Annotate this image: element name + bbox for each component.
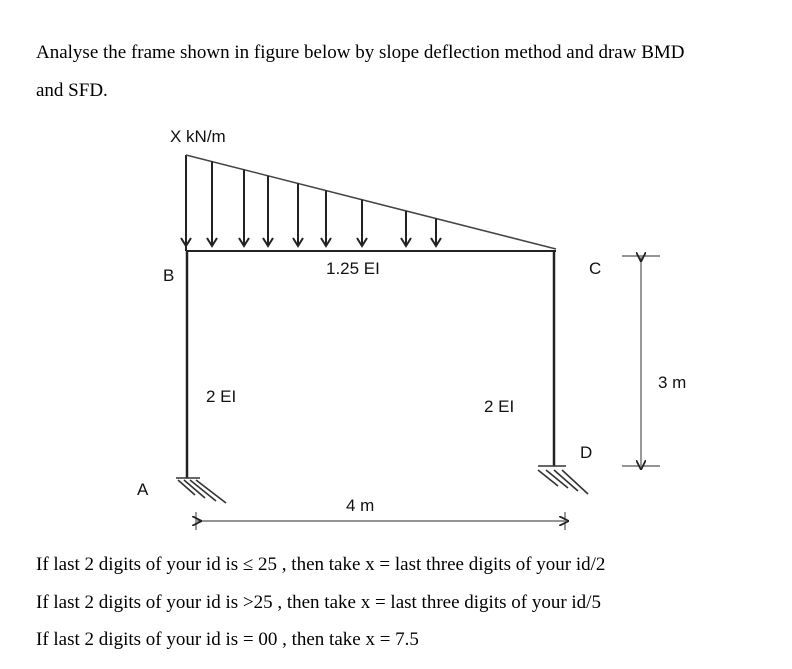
condition-line-1: If last 2 digits of your id is ≤ 25 , then take x = last three digits of your id/2 bbox=[36, 554, 606, 575]
beam-stiffness-label: 1.25 EI bbox=[326, 259, 380, 278]
load-arrow bbox=[357, 200, 367, 246]
load-arrow bbox=[293, 183, 303, 246]
load-arrow bbox=[263, 176, 273, 246]
height-label: 3 m bbox=[658, 373, 687, 392]
load-arrow bbox=[207, 162, 217, 246]
span-dimension bbox=[196, 512, 565, 530]
node-c-label: C bbox=[589, 259, 602, 278]
node-a-label: A bbox=[137, 480, 149, 499]
right-column-stiffness-label: 2 EI bbox=[484, 397, 515, 416]
problem-statement-line-2: and SFD. bbox=[36, 80, 108, 101]
node-d-label: D bbox=[580, 443, 593, 462]
load-label: X kN/m bbox=[170, 127, 226, 146]
load-arrow bbox=[321, 191, 331, 246]
load-arrow bbox=[401, 211, 411, 246]
node-b-label: B bbox=[163, 266, 175, 285]
problem-statement-line-1: Analyse the frame shown in figure below by slope deflection method and draw BMD bbox=[36, 42, 685, 63]
condition-line-3: If last 2 digits of your id is = 00 , then take x = 7.5 bbox=[36, 629, 419, 650]
load-arrow bbox=[431, 219, 441, 246]
load-top-slope bbox=[186, 155, 556, 249]
load-arrow bbox=[181, 157, 191, 246]
condition-line-2: If last 2 digits of your id is >25 , then take x = last three digits of your id/5 bbox=[36, 592, 601, 613]
load-arrow bbox=[239, 170, 249, 246]
span-label: 4 m bbox=[346, 496, 375, 515]
fixed-support-a bbox=[176, 478, 226, 503]
height-dimension bbox=[622, 256, 660, 466]
load-arrows bbox=[181, 157, 441, 246]
left-column-stiffness-label: 2 EI bbox=[206, 387, 237, 406]
fixed-support-d bbox=[538, 466, 588, 494]
